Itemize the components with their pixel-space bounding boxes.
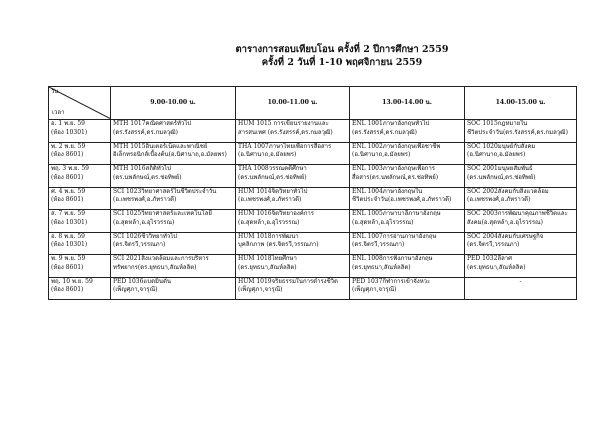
exam-room: (ห้อง 8601) — [51, 263, 84, 271]
exam-room: (ห้อง 10301) — [51, 218, 88, 226]
exam-cell — [111, 277, 236, 300]
day-cell — [49, 142, 111, 165]
time-slot-header: 14.00-15.00 น. — [465, 87, 577, 120]
exam-cell — [236, 165, 350, 188]
course-name: PED 1032ลีลาศ — [467, 255, 512, 262]
course-name: SOC 1015กฎหมายใน — [467, 120, 528, 127]
exam-schedule-table — [48, 86, 577, 300]
exam-cell — [465, 210, 577, 233]
table-row — [49, 255, 577, 278]
course-instructors: (ดร.นพลักษณ์,ดร.ช่อทิพย์) — [467, 173, 536, 181]
exam-cell — [236, 277, 350, 300]
course-instructors: (ดร.จิตรวี,วรรณภา) — [467, 241, 520, 249]
time-slot-header: 10.00-11.00 น. — [236, 87, 350, 120]
course-name: SOC 2004สังคมกับเศรษฐกิจ — [467, 232, 544, 240]
course-name: ENL 1003ภาษาอังกฤษเพื่อการ — [352, 165, 436, 172]
exam-cell — [111, 210, 236, 233]
course-instructors: ชีวิตประจำวัน(อ.เพชรพงศ์,อ.ภัทราวดี) — [352, 196, 452, 204]
course-instructors: สื่อสาร(ดร.นพลักษณ์,ดร.ช่อทิพย์) — [352, 173, 439, 181]
course-name: ENL 1008การฟังภาษาอังกฤษ — [352, 255, 433, 262]
course-name: ENL 1002ภาษาอังกฤษเพื่อชาชีพ — [352, 142, 441, 150]
course-instructors: (อ.นิศานาถ,อ.มัลยพร) — [238, 151, 297, 159]
schedule-title: ตารางการสอบเทียบโอน ครั้งที่ 2 ปีการศึกษา 2559 — [235, 44, 449, 55]
exam-cell — [236, 210, 350, 233]
table-row — [49, 277, 577, 300]
exam-cell — [111, 232, 236, 255]
exam-date: พฤ. 10 พ.ย. 59 — [51, 277, 93, 285]
course-name: SCI 1023วิทยาศาสตร์ในชีวิตประจำวัน — [113, 187, 217, 195]
exam-cell — [465, 232, 577, 255]
course-instructors: (อ.เพชรพงศ์,อ.ภัทราวดี) — [113, 196, 177, 204]
course-name: HUM 1018การพัฒนา — [238, 232, 299, 240]
exam-cell — [236, 232, 350, 255]
day-cell — [49, 187, 111, 210]
course-name: SCI 1026ชีววิทยาทั่วไป — [113, 232, 178, 240]
exam-cell — [111, 142, 236, 165]
exam-date: พ. 9 พ.ย. 59 — [51, 255, 86, 262]
course-name: MTH 1017คณิตศาสตร์ทั่วไป — [113, 120, 192, 127]
course-instructors: (อ.เพชรพงศ์,อ.ภัทราวดี) — [467, 196, 531, 204]
course-instructors: (ดร.นพลักษณ์,ดร.ช่อทิพย์) — [113, 173, 182, 181]
course-instructors: (เพ็ญศุภา,จารุณี) — [113, 286, 158, 294]
exam-room: (ห้อง 8601) — [51, 196, 84, 204]
exam-cell — [111, 255, 236, 278]
course-instructors: อิเล็กทรอนิกส์เบื้องต้น(อ.นิศานาถ,อ.มัลยพร) — [113, 151, 227, 159]
exam-cell — [111, 187, 236, 210]
table-row — [49, 232, 577, 255]
exam-date: พ. 2 พ.ย. 59 — [51, 142, 86, 150]
course-name: SCI 2021สิ่งแวดล้อมและการบริหาร — [113, 255, 209, 262]
course-name: ENL 1001ภาษาอังกฤษทั่วไป — [352, 120, 430, 127]
course-instructors: (เพ็ญศุภา,จารุณี) — [238, 286, 283, 294]
course-instructors: สังคม(อ.สุดหล้า,อ.อุไรวรรณ) — [467, 218, 543, 226]
exam-cell — [111, 165, 236, 188]
exam-cell — [465, 142, 577, 165]
table-row — [49, 187, 577, 210]
course-instructors: (ดร.จิตรวี,วรรณภา) — [113, 241, 166, 249]
exam-date: พฤ. 3 พ.ย. 59 — [51, 165, 89, 172]
day-cell — [49, 255, 111, 278]
header-row — [49, 87, 577, 120]
exam-cell — [350, 277, 465, 300]
course-instructors: (ดร.ยุทธนา,สัณห์ลลิต) — [238, 263, 297, 271]
course-name: HUM 1018ไทยศึกษา — [238, 255, 297, 262]
exam-cell — [465, 187, 577, 210]
course-name: PED 1037กีฬาการเข้าจังหวะ — [352, 277, 431, 285]
course-instructors: ทรัพยากร(ดร.ยุทธนา,สัณห์ลลิต) — [113, 263, 197, 271]
corner-cell — [49, 87, 111, 120]
course-instructors: (ดร.ยุทธนา,สัณห์ลลิต) — [352, 263, 411, 271]
course-name: HUM 1019จริยธรรมในการดำรงชีวิต — [238, 277, 338, 285]
exam-cell — [465, 165, 577, 188]
course-instructors: (เพ็ญศุภา,จารุณี) — [352, 286, 397, 294]
table-row — [49, 210, 577, 233]
day-header-label: วัน — [51, 88, 59, 95]
course-name: HUM 1016จิตวิทยาองค์การ — [238, 210, 315, 217]
course-name: SOC 1020มนุษย์กับสังคม — [467, 142, 536, 150]
exam-date: ศ. 4 พ.ย. 59 — [51, 187, 86, 195]
exam-cell — [236, 187, 350, 210]
day-cell — [49, 277, 111, 300]
schedule-subtitle: ครั้งที่ 2 วันที่ 1-10 พฤศจิกายน 2559 — [261, 57, 423, 68]
course-instructors: (ดร.รังสรรค์,ดร.กมลวุฒิ) — [352, 128, 417, 136]
exam-cell — [465, 255, 577, 278]
exam-cell — [350, 142, 465, 165]
day-cell — [49, 165, 111, 188]
course-name: SOC 2001มนุษยสัมพันธ์ — [467, 165, 533, 172]
time-slot-header: 9.00-10.00 น. — [111, 87, 236, 120]
exam-cell — [350, 255, 465, 278]
course-instructors: (อ.สุดหล้า,อ.อุไรวรรณ) — [113, 218, 175, 226]
exam-room: (ห้อง 8601) — [51, 173, 84, 181]
exam-cell — [350, 120, 465, 143]
course-name: ENL 1007การอ่านภาษาอังกฤษ — [352, 232, 437, 240]
time-slot-header: 13.00-14.00 น. — [350, 87, 465, 120]
course-name: ENL 1004ภาษาอังกฤษใน — [352, 187, 423, 195]
day-cell — [49, 232, 111, 255]
table-row — [49, 142, 577, 165]
exam-room: (ห้อง 10301) — [51, 241, 88, 249]
course-instructors: (ดร.จิตรวี,วรรณภา) — [352, 241, 405, 249]
exam-room: (ห้อง 10301) — [51, 128, 88, 136]
day-cell — [49, 210, 111, 233]
exam-cell — [350, 187, 465, 210]
exam-cell — [350, 165, 465, 188]
course-name: SOC 2003การพัฒนาคุณภาพชีวิตและ — [467, 210, 568, 217]
table-row — [49, 120, 577, 143]
exam-date: อ. 1 พ.ย. 59 — [51, 120, 85, 127]
exam-cell — [350, 210, 465, 233]
course-instructors: (อ.เพชรพงศ์,อ.ภัทราวดี) — [238, 196, 302, 204]
exam-cell — [236, 255, 350, 278]
course-name: SOC 2002สังคมกับสิ่งแวดล้อม — [467, 187, 549, 195]
course-instructors: (ดร.นพลักษณ์,ดร.ช่อทิพย์) — [238, 173, 307, 181]
exam-cell — [236, 120, 350, 143]
course-name: MTH 1015อินเตอร์เน็ตและพาณิชย์ — [113, 142, 208, 150]
exam-cell — [111, 120, 236, 143]
table-row — [49, 165, 577, 188]
course-name: THA 1008วรรณคดีศึกษา — [238, 165, 307, 172]
course-name: HUM 1015 การเขียนรายงานและ — [238, 120, 329, 127]
exam-cell — [350, 232, 465, 255]
day-cell — [49, 120, 111, 143]
time-header-label: เวลา — [52, 109, 65, 117]
course-name: THA 1007ภาษาไทยเพื่อการสื่อสาร — [238, 142, 332, 150]
course-instructors: ชีวิตประจำวัน(ดร.รังสรรค์,ดร.กมลวุฒิ) — [467, 128, 568, 136]
course-instructors: (อ.นิศานาถ,อ.มัลยพร) — [467, 151, 526, 159]
exam-room: (ห้อง 8601) — [51, 151, 84, 159]
exam-room: (ห้อง 8601) — [51, 286, 84, 294]
course-instructors: บุคลิกภาพ (ดร.จิตรวี,วรรณภา) — [238, 241, 319, 249]
course-name: PED 1036แบดมินตัน — [113, 277, 172, 285]
course-instructors: (อ.สุดหล้า,อ.อุไรวรรณ) — [238, 218, 300, 226]
course-name: - — [519, 277, 522, 285]
exam-cell — [465, 277, 577, 300]
course-instructors: (อ.สุดหล้า,อ.อุไรวรรณ) — [352, 218, 414, 226]
course-name: SCI 1025วิทยาศาสตร์และเทคโนโลยี — [113, 210, 212, 217]
exam-date: อ. 8 พ.ย. 59 — [51, 232, 85, 240]
course-name: ENL 1005ภาษาบาลีภาษาอังกฤษ — [352, 210, 441, 217]
course-instructors: (อ.นิศานาถ,อ.มัลยพร) — [352, 151, 411, 159]
exam-date: ส. 7 พ.ย. 59 — [51, 210, 86, 217]
course-instructors: (ดร.รังสรรค์,ดร.กมลวุฒิ) — [113, 128, 178, 136]
course-name: MTH 1016สถิติทั่วไป — [113, 165, 171, 172]
exam-cell — [236, 142, 350, 165]
course-name: HUM 1014จิตวิทยาทั่วไป — [238, 187, 308, 195]
course-instructors: (ดร.ยุทธนา,สัณห์ลลิต) — [467, 263, 526, 271]
exam-cell — [465, 120, 577, 143]
course-instructors: สารสนเทศ (ดร.รังสรรค์,ดร.กมลวุฒิ) — [238, 128, 333, 136]
